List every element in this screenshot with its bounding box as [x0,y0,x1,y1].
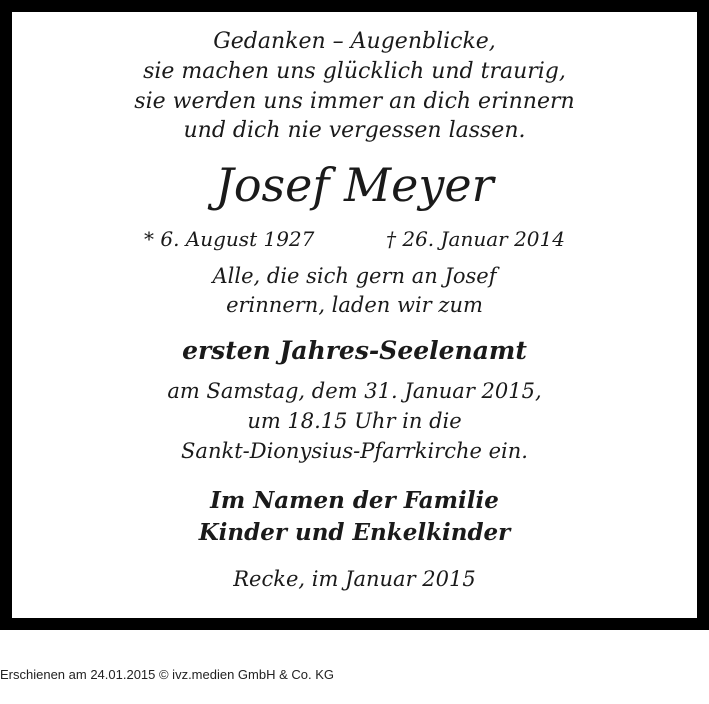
deceased-name: Josef Meyer [215,158,494,212]
event-details-line-1: am Samstag, dem 31. Januar 2015, [167,379,542,403]
poem-line-3: sie werden uns immer an dich erinnern [134,89,575,114]
signature-line-1: Im Namen der Familie [210,487,499,514]
poem-line-1: Gedanken – Augenblicke, [213,29,496,54]
poem-line-4: und dich nie vergessen lassen. [183,118,526,143]
poem-line-2: sie machen uns glücklich und traurig, [143,59,566,84]
invitation-line-2: erinnern, laden wir zum [226,293,483,317]
obituary-notice [12,12,697,618]
invitation-line-1: Alle, die sich gern an Josef [212,264,497,288]
birth-date: * 6. August 1927 [144,227,315,251]
event-details-line-3: Sankt-Dionysius-Pfarrkirche ein. [181,439,528,463]
death-date: † 26. Januar 2014 [386,227,565,251]
signature-line-2: Kinder und Enkelkinder [198,519,511,546]
event-title: ersten Jahres-Seelenamt [182,336,527,365]
publication-footer: Erschienen am 24.01.2015 © ivz.medien GmbH & Co. KG [0,667,335,682]
place-date: Recke, im Januar 2015 [233,567,476,591]
event-details-line-2: um 18.15 Uhr in die [247,409,462,433]
